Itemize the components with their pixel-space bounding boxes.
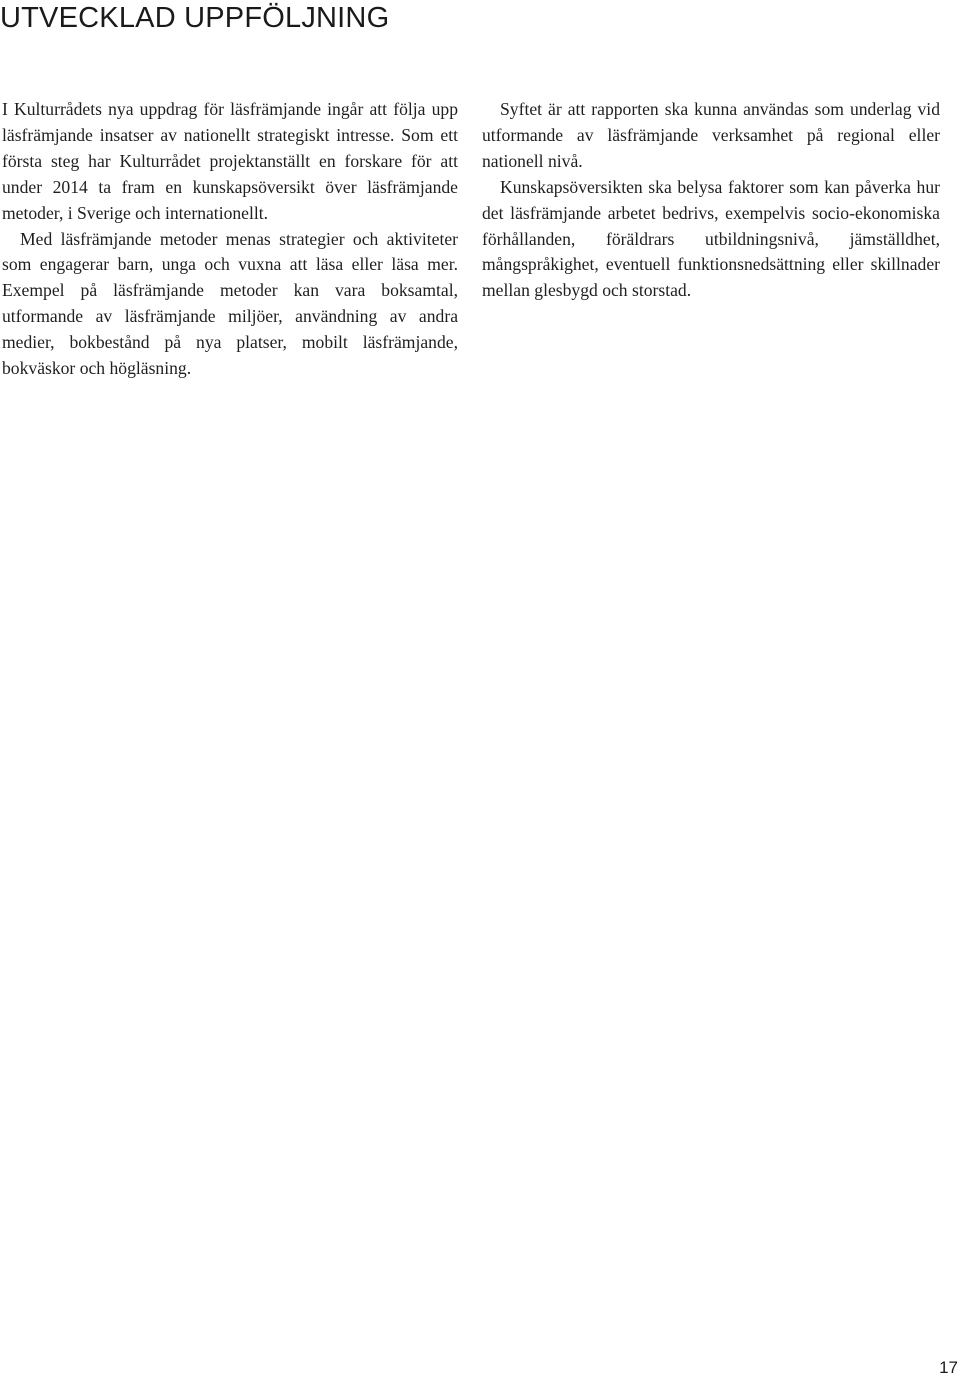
paragraph-purpose: Syftet är att rapporten ska kunna användas som underlag vid utformande av läsfrämjande verksamhet på regional eller nationell nivå. — [482, 99, 940, 171]
page-number: 17 — [939, 1358, 958, 1377]
right-text-column — [482, 97, 940, 304]
left-text-column — [2, 97, 458, 382]
page-heading: UTVECKLAD UPPFÖLJNING — [0, 2, 390, 34]
paragraph-intro: I Kulturrådets nya uppdrag för läsfrämjande ingår att följa upp läsfrämjande insatser av nationellt strategiskt intresse. Som ett första steg har Kulturrådet projektanställt en forskare för att under 2014 ta fram en kunskapsöversikt över läsfrämjande metoder, i Sverige och internationellt. — [2, 99, 458, 223]
paragraph-factors: Kunskapsöversikten ska belysa faktorer som kan påverka hur det läsfrämjande arbetet bedrivs, exempelvis socio-ekonomiska förhållanden, föräldrars utbildningsnivå, jämställdhet, mångspråkighet, eventuell funktionsnedsättning eller skillnader mellan glesbygd och storstad. — [482, 176, 940, 301]
paragraph-methods: Med läsfrämjande metoder menas strategier och aktiviteter som engagerar barn, unga och vuxna att läsa eller läsa mer. Exempel på läsfrämjande metoder kan vara boksamtal, utformande av läsfrämjande miljöer, användning av andra medier, bokbestånd på nya platser, mobilt läsfrämjande, bokväskor och högläsning. — [2, 228, 458, 379]
